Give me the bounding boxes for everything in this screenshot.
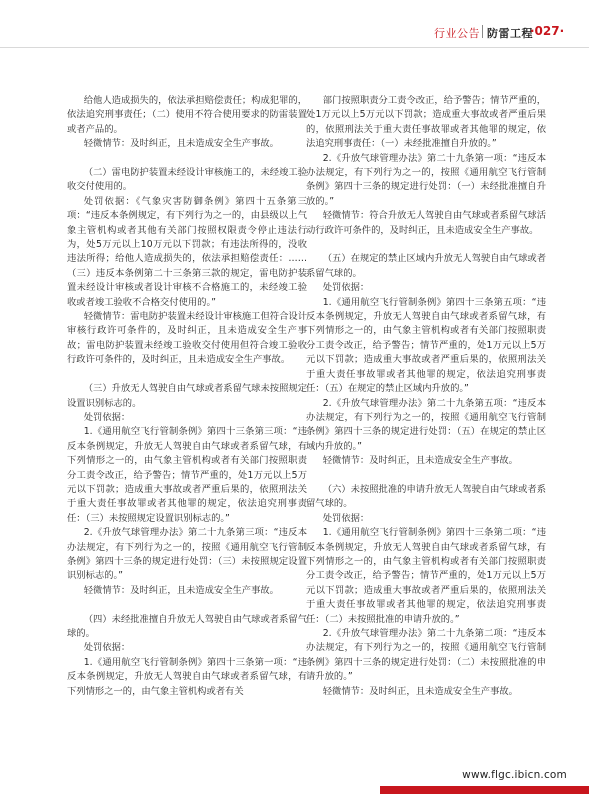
paragraph: 轻微情节：符合升放无人驾驶自由气球或者系留气球活动行政许可条件的，及时纠正，且未造成安全生产事故。: [306, 210, 546, 236]
left-text-column: [67, 94, 307, 699]
paragraph: 轻微情节：及时纠正，且未造成安全生产事故。: [322, 455, 518, 467]
paragraph: 2.《升放气球管理办法》第二十九条第三项：“违反本办法规定，有下列行为之一的，按照《通用航空飞行管制条例》第四十三条的规定进行处罚：（三）未按照规定设置识别标志的。”: [67, 527, 307, 582]
header-rule: [0, 47, 589, 48]
paragraph: 处罚依据：: [83, 642, 131, 654]
paragraph: 给他人造成损失的，依法承担赔偿责任；构成犯罪的，依法追究刑事责任；（二）使用不符合使用要求的防雷装置或者产品的。: [67, 95, 307, 135]
magazine-title: 防雷工程: [487, 27, 533, 40]
paragraph: 2.《升放气球管理办法》第二十九条第二项：“违反本办法规定，有下列行为之一的，按照《通用航空飞行管制条例》第四十三条的规定进行处罚：（二）未按照批准的申请升放的。”: [306, 628, 546, 683]
page-footer: [0, 760, 589, 800]
paragraph: 2.《升放气球管理办法》第二十九条第一项：“违反本办法规定，有下列行为之一的，按照《通用航空飞行管制条例》第四十三条的规定进行处罚：（一）未经批准擅自升放的。”: [306, 152, 546, 207]
paragraph: 轻微情节：及时纠正，且未造成安全生产事故。: [83, 584, 279, 596]
paragraph: 1.《通用航空飞行管制条例》第四十三条第三项：“违反本条例规定，升放无人驾驶自由气球或者系留气球，有下列情形之一的，由气象主管机构或者有关部门按照职责分工责令改正，给予警告；情节严重的，处1万元以上5万元以下罚款；造成重大事故或者严重后果的，依照刑法关于重大责任事故罪或者其他罪的规定，依法追究刑事责任：（三）未按照规定设置识别标志的。”: [67, 426, 307, 524]
paragraph: （二）雷电防护装置未经设计审核施工的，未经竣工验收交付使用的。: [67, 167, 307, 193]
paragraph: 部门按照职责分工责令改正，给予警告；情节严重的，处1万元以上5万元以下罚款；造成重大事故或者严重后果的，依照刑法关于重大责任事故罪或者其他罪的规定，依法追究刑事责任：（一）未经批准擅自升放的。”: [306, 95, 546, 150]
header-divider: [482, 25, 483, 38]
paragraph: 轻微情节：雷电防护装置未经设计审核施工但符合设计审核行政许可条件的，及时纠正，且未造成安全生产事故；雷电防护装置未经竣工验收交付使用但符合竣工验收行政许可条件的，及时纠正，且未造成安全生产事故。: [67, 311, 307, 366]
paragraph: 1.《通用航空飞行管制条例》第四十三条第一项：“违反本条例规定，升放无人驾驶自由气球或者系留气球，有下列情形之一的，由气象主管机构或者有关: [67, 656, 307, 697]
paragraph: （三）升放无人驾驶自由气球或者系留气球未按照规定设置识别标志的。: [67, 383, 307, 409]
section-category: 行业公告: [434, 27, 480, 40]
paragraph: 轻微情节：及时纠正，且未造成安全生产事故。: [322, 685, 518, 697]
paragraph: 处罚依据：: [83, 411, 131, 423]
page-header: [0, 0, 589, 48]
paragraph: 2.《升放气球管理办法》第二十九条第五项：“违反本办法规定，有下列行为之一的，按照《通用航空飞行管制条例》第四十三条的规定进行处罚：（五）在规定的禁止区域内升放的。”: [306, 397, 546, 452]
right-text-column: [306, 94, 546, 699]
paragraph: （五）在规定的禁止区域内升放无人驾驶自由气球或者系留气球的。: [306, 253, 546, 279]
paragraph: 1.《通用航空飞行管制条例》第四十三条第五项：“违反本条例规定，升放无人驾驶自由气球或者系留气球，有下列情形之一的，由气象主管机构或者有关部门按照职责分工责令改正，给予警告；情节严重的，处1万元以上5万元以下罚款；造成重大事故或者严重后果的，依照刑法关于重大责任事故罪或者其他罪的规定，依法追究刑事责任：（五）在规定的禁止区域内升放的。”: [306, 296, 546, 395]
paragraph: 处罚依据：《气象灾害防御条例》第四十五条第三项：“违反本条例规定，有下列行为之一的，由县级以上气象主管机构或者其他有关部门按照权限责令停止违法行为，处5万元以上10万元以下罚款；有违法所得的，没收违法所得；给他人造成损失的，依法承担赔偿责任：……（三）违反本条例第二十三条第三款的规定，雷电防护装置未经设计审核或者设计审核不合格施工的，未经竣工验收或者竣工验收不合格交付使用的。”: [67, 195, 307, 308]
paragraph: （四）未经批准擅自升放无人驾驶自由气球或者系留气球的。: [67, 613, 307, 639]
footer-accent-bar: [380, 786, 589, 794]
paragraph: 处罚依据：: [322, 282, 370, 294]
paragraph: 轻微情节：及时纠正，且未造成安全生产事故。: [83, 138, 279, 150]
paragraph: 处罚依据：: [322, 512, 370, 524]
paragraph: （六）未按照批准的申请升放无人驾驶自由气球或者系留气球的。: [306, 483, 546, 510]
website-url: www.flgc.ibicn.com: [462, 769, 567, 781]
page-number: ·027·: [530, 24, 565, 38]
paragraph: 1.《通用航空飞行管制条例》第四十三条第二项：“违反本条例规定，升放无人驾驶自由气球或者系留气球，有下列情形之一的，由气象主管机构或者有关部门按照职责分工责令改正，给予警告；情节严重的，处1万元以上5万元以下罚款；造成重大事故或者严重后果的，依照刑法关于重大责任事故罪或者其他罪的规定，依法追究刑事责任：（二）未按照批准的申请升放的。”: [306, 527, 546, 625]
